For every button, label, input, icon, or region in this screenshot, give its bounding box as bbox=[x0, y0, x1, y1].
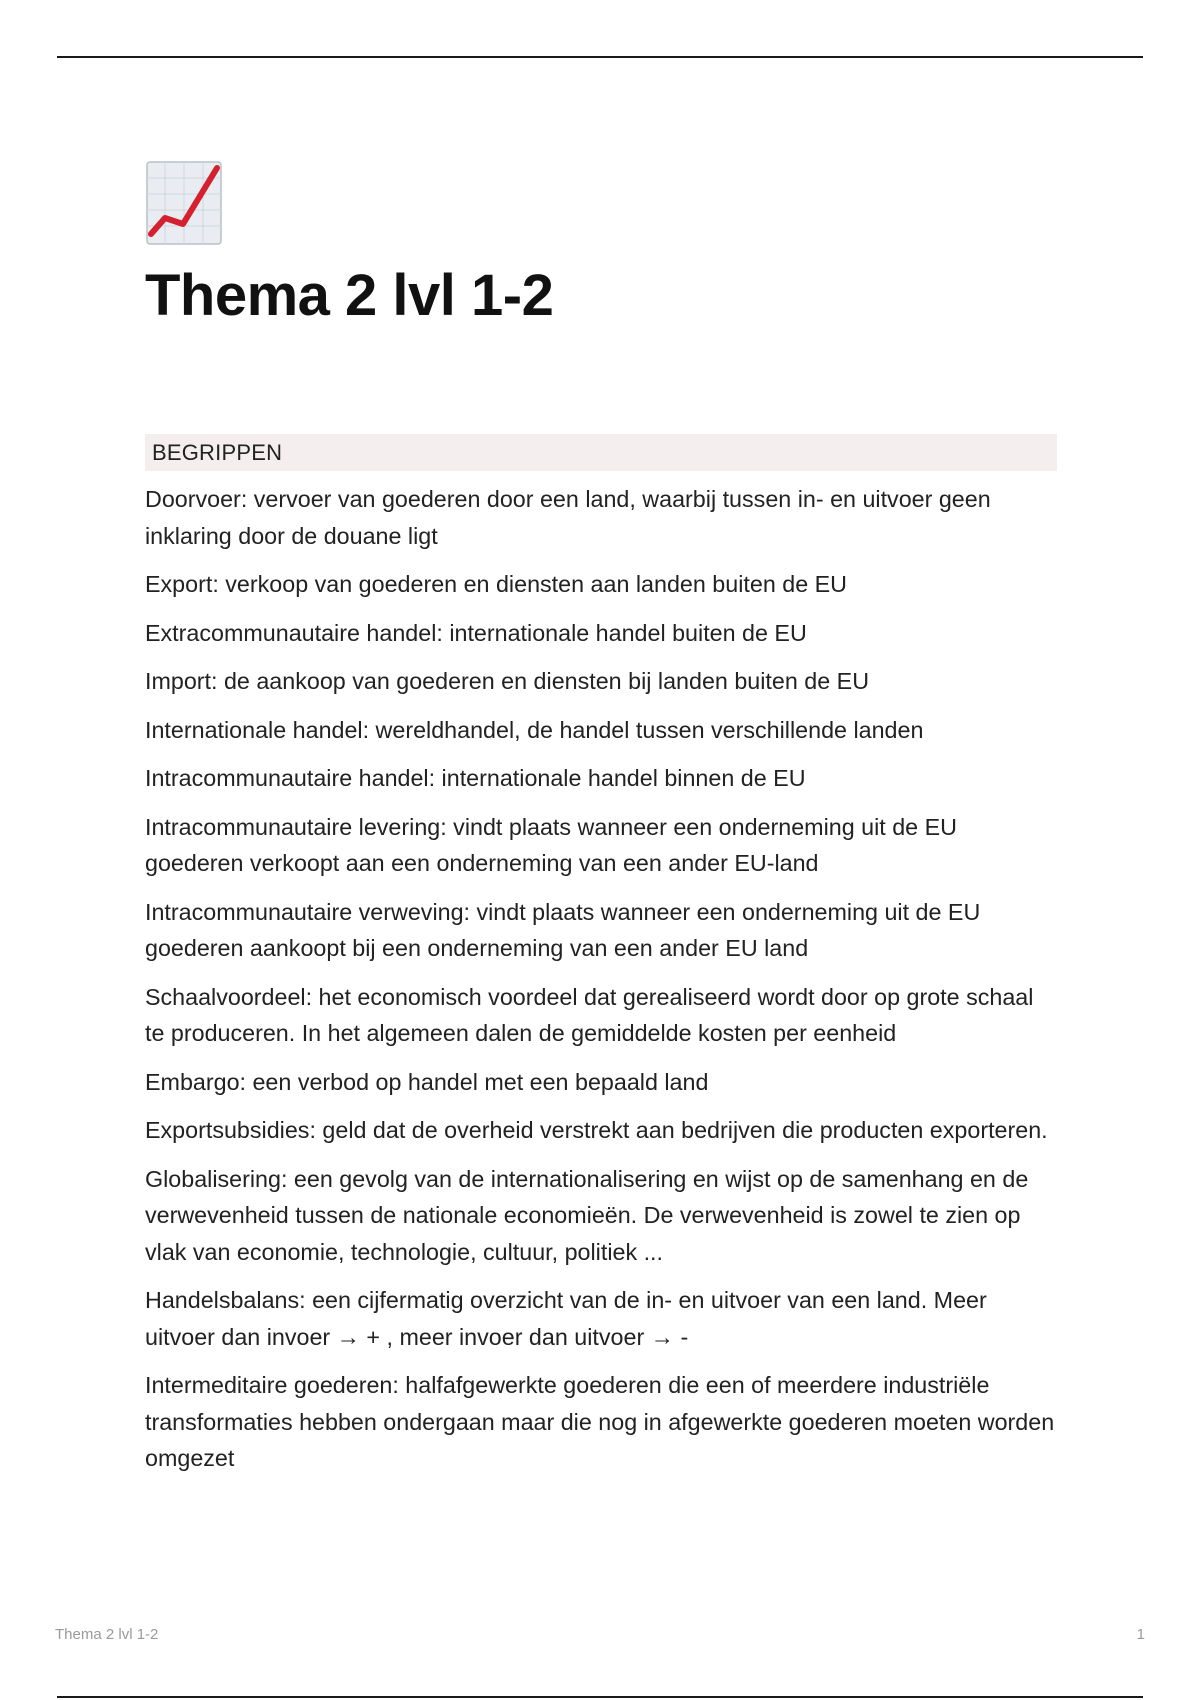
list-item: Internationale handel: wereldhandel, de handel tussen verschillende landen bbox=[145, 716, 924, 743]
page-title: Thema 2 lvl 1-2 bbox=[145, 263, 554, 328]
document-body bbox=[145, 160, 1057, 1489]
list-item: Intracommunautaire levering: vindt plaats wanneer een onderneming uit de EU goederen verkoopt aan een onderneming van een ander EU-land bbox=[145, 813, 957, 876]
list-item: Embargo: een verbod op handel met een bepaald land bbox=[145, 1068, 709, 1095]
list-item: Handelsbalans: een cijfermatig overzicht van de in- en uitvoer van een land. Meer uitvoer dan invoer → + , meer invoer dan uitvoer → - bbox=[145, 1287, 987, 1350]
list-item: Doorvoer: vervoer van goederen door een land, waarbij tussen in- en uitvoer geen inklaring door de douane ligt bbox=[145, 486, 991, 549]
list-item: Intracommunautaire verweving: vindt plaats wanneer een onderneming uit de EU goederen aankoopt bij een onderneming van een ander EU land bbox=[145, 898, 981, 961]
list-item: Intracommunautaire handel: internationale handel binnen de EU bbox=[145, 765, 806, 791]
list-item: Exportsubsidies: geld dat de overheid verstrekt aan bedrijven die producten exporteren. bbox=[145, 1117, 1048, 1143]
list-item: Globalisering: een gevolg van de internationalisering en wijst op de samenhang en de verwevenheid tussen de nationale economieën. De verwevenheid is zowel te zien op vlak van economie, technologie, cultuur, politiek ... bbox=[145, 1165, 1029, 1265]
top-divider bbox=[57, 56, 1143, 58]
term-list bbox=[145, 481, 1057, 1477]
list-item: Export: verkoop van goederen en diensten aan landen buiten de EU bbox=[145, 571, 848, 597]
footer-page-number: 1 bbox=[1136, 1626, 1145, 1643]
chart-increasing-icon bbox=[145, 160, 223, 246]
list-item: Import: de aankoop van goederen en diensten bij landen buiten de EU bbox=[145, 668, 870, 694]
list-item: Extracommunautaire handel: internationale handel buiten de EU bbox=[145, 619, 807, 646]
list-item: Schaalvoordeel: het economisch voordeel dat gerealiseerd wordt door op grote schaal te produceren. In het algemeen dalen de gemiddelde kosten per eenheid bbox=[145, 983, 1034, 1046]
list-item: Intermeditaire goederen: halfafgewerkte goederen die een of meerdere industriële transformaties hebben ondergaan maar die nog in afgewerkte goederen moeten worden omgezet bbox=[145, 1372, 1055, 1471]
footer-title: Thema 2 lvl 1-2 bbox=[55, 1626, 159, 1643]
bottom-divider bbox=[57, 1696, 1143, 1698]
section-header: BEGRIPPEN bbox=[145, 434, 1057, 471]
